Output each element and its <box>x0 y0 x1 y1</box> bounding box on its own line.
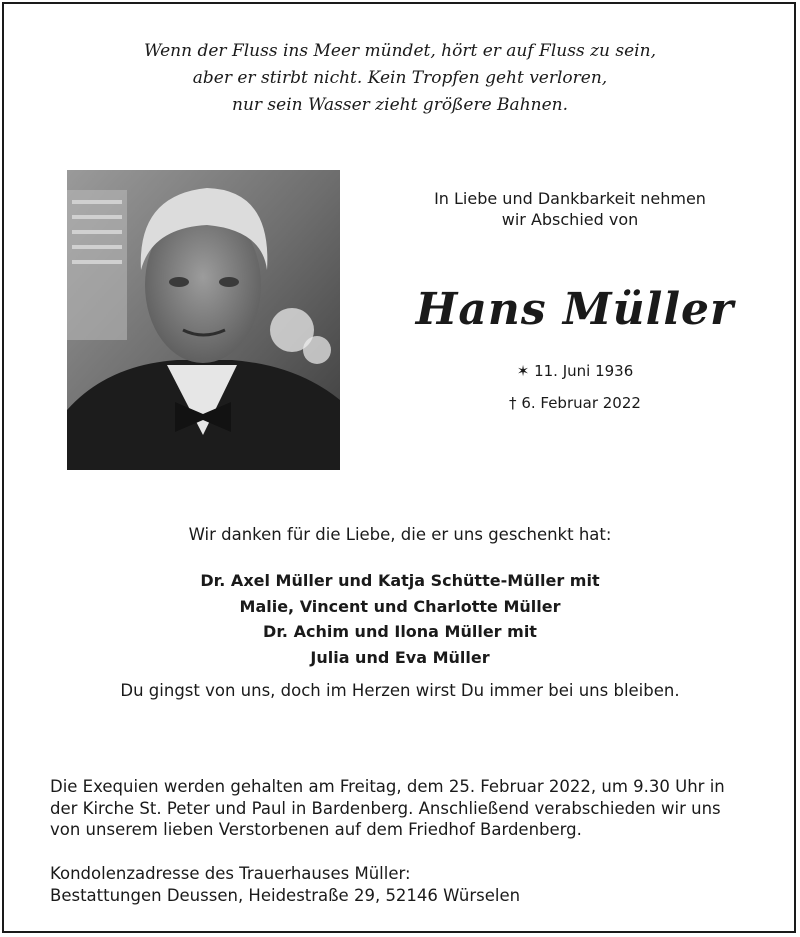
intro-line: wir Abschied von <box>501 210 639 229</box>
intro-text <box>400 188 740 230</box>
family-line: Dr. Axel Müller und Katja Schütte-Müller mit <box>200 571 600 590</box>
condolence-address <box>50 863 770 906</box>
thanks-text: Wir danken für die Liebe, die er uns geschenkt hat: <box>188 525 612 544</box>
service-line: von unserem lieben Verstorbenen auf dem Friedhof Bardenberg. <box>50 820 582 839</box>
motto-poem <box>0 38 800 119</box>
family-list <box>0 568 800 670</box>
motto-line: Wenn der Fluss ins Meer mündet, hört er auf Fluss zu sein, <box>144 41 656 61</box>
birth-date: ✶ 11. Juni 1936 <box>516 362 634 380</box>
condolence-line: Kondolenzadresse des Trauerhauses Müller: <box>50 864 411 883</box>
motto-line: aber er stirbt nicht. Kein Tropfen geht verloren, <box>192 68 608 88</box>
farewell-text: Du gingst von uns, doch im Herzen wirst Du immer bei uns bleiben. <box>120 681 680 700</box>
portrait-photo <box>67 170 340 470</box>
family-line: Dr. Achim und Ilona Müller mit <box>263 622 537 641</box>
motto-line: nur sein Wasser zieht größere Bahnen. <box>232 95 568 115</box>
service-line: der Kirche St. Peter und Paul in Bardenberg. Anschließend verabschieden wir uns <box>50 798 721 818</box>
death-date: † 6. Februar 2022 <box>509 394 641 412</box>
condolence-line: Bestattungen Deussen, Heidestraße 29, 52146 Würselen <box>50 885 521 905</box>
intro-line: In Liebe und Dankbarkeit nehmen <box>434 189 706 208</box>
service-line: Die Exequien werden gehalten am Freitag, dem 25. Februar 2022, um 9.30 Uhr in <box>50 777 725 796</box>
service-details <box>50 776 770 841</box>
family-line: Julia und Eva Müller <box>310 647 490 667</box>
deceased-name: Hans Müller <box>415 284 735 335</box>
family-line: Malie, Vincent und Charlotte Müller <box>239 596 561 616</box>
